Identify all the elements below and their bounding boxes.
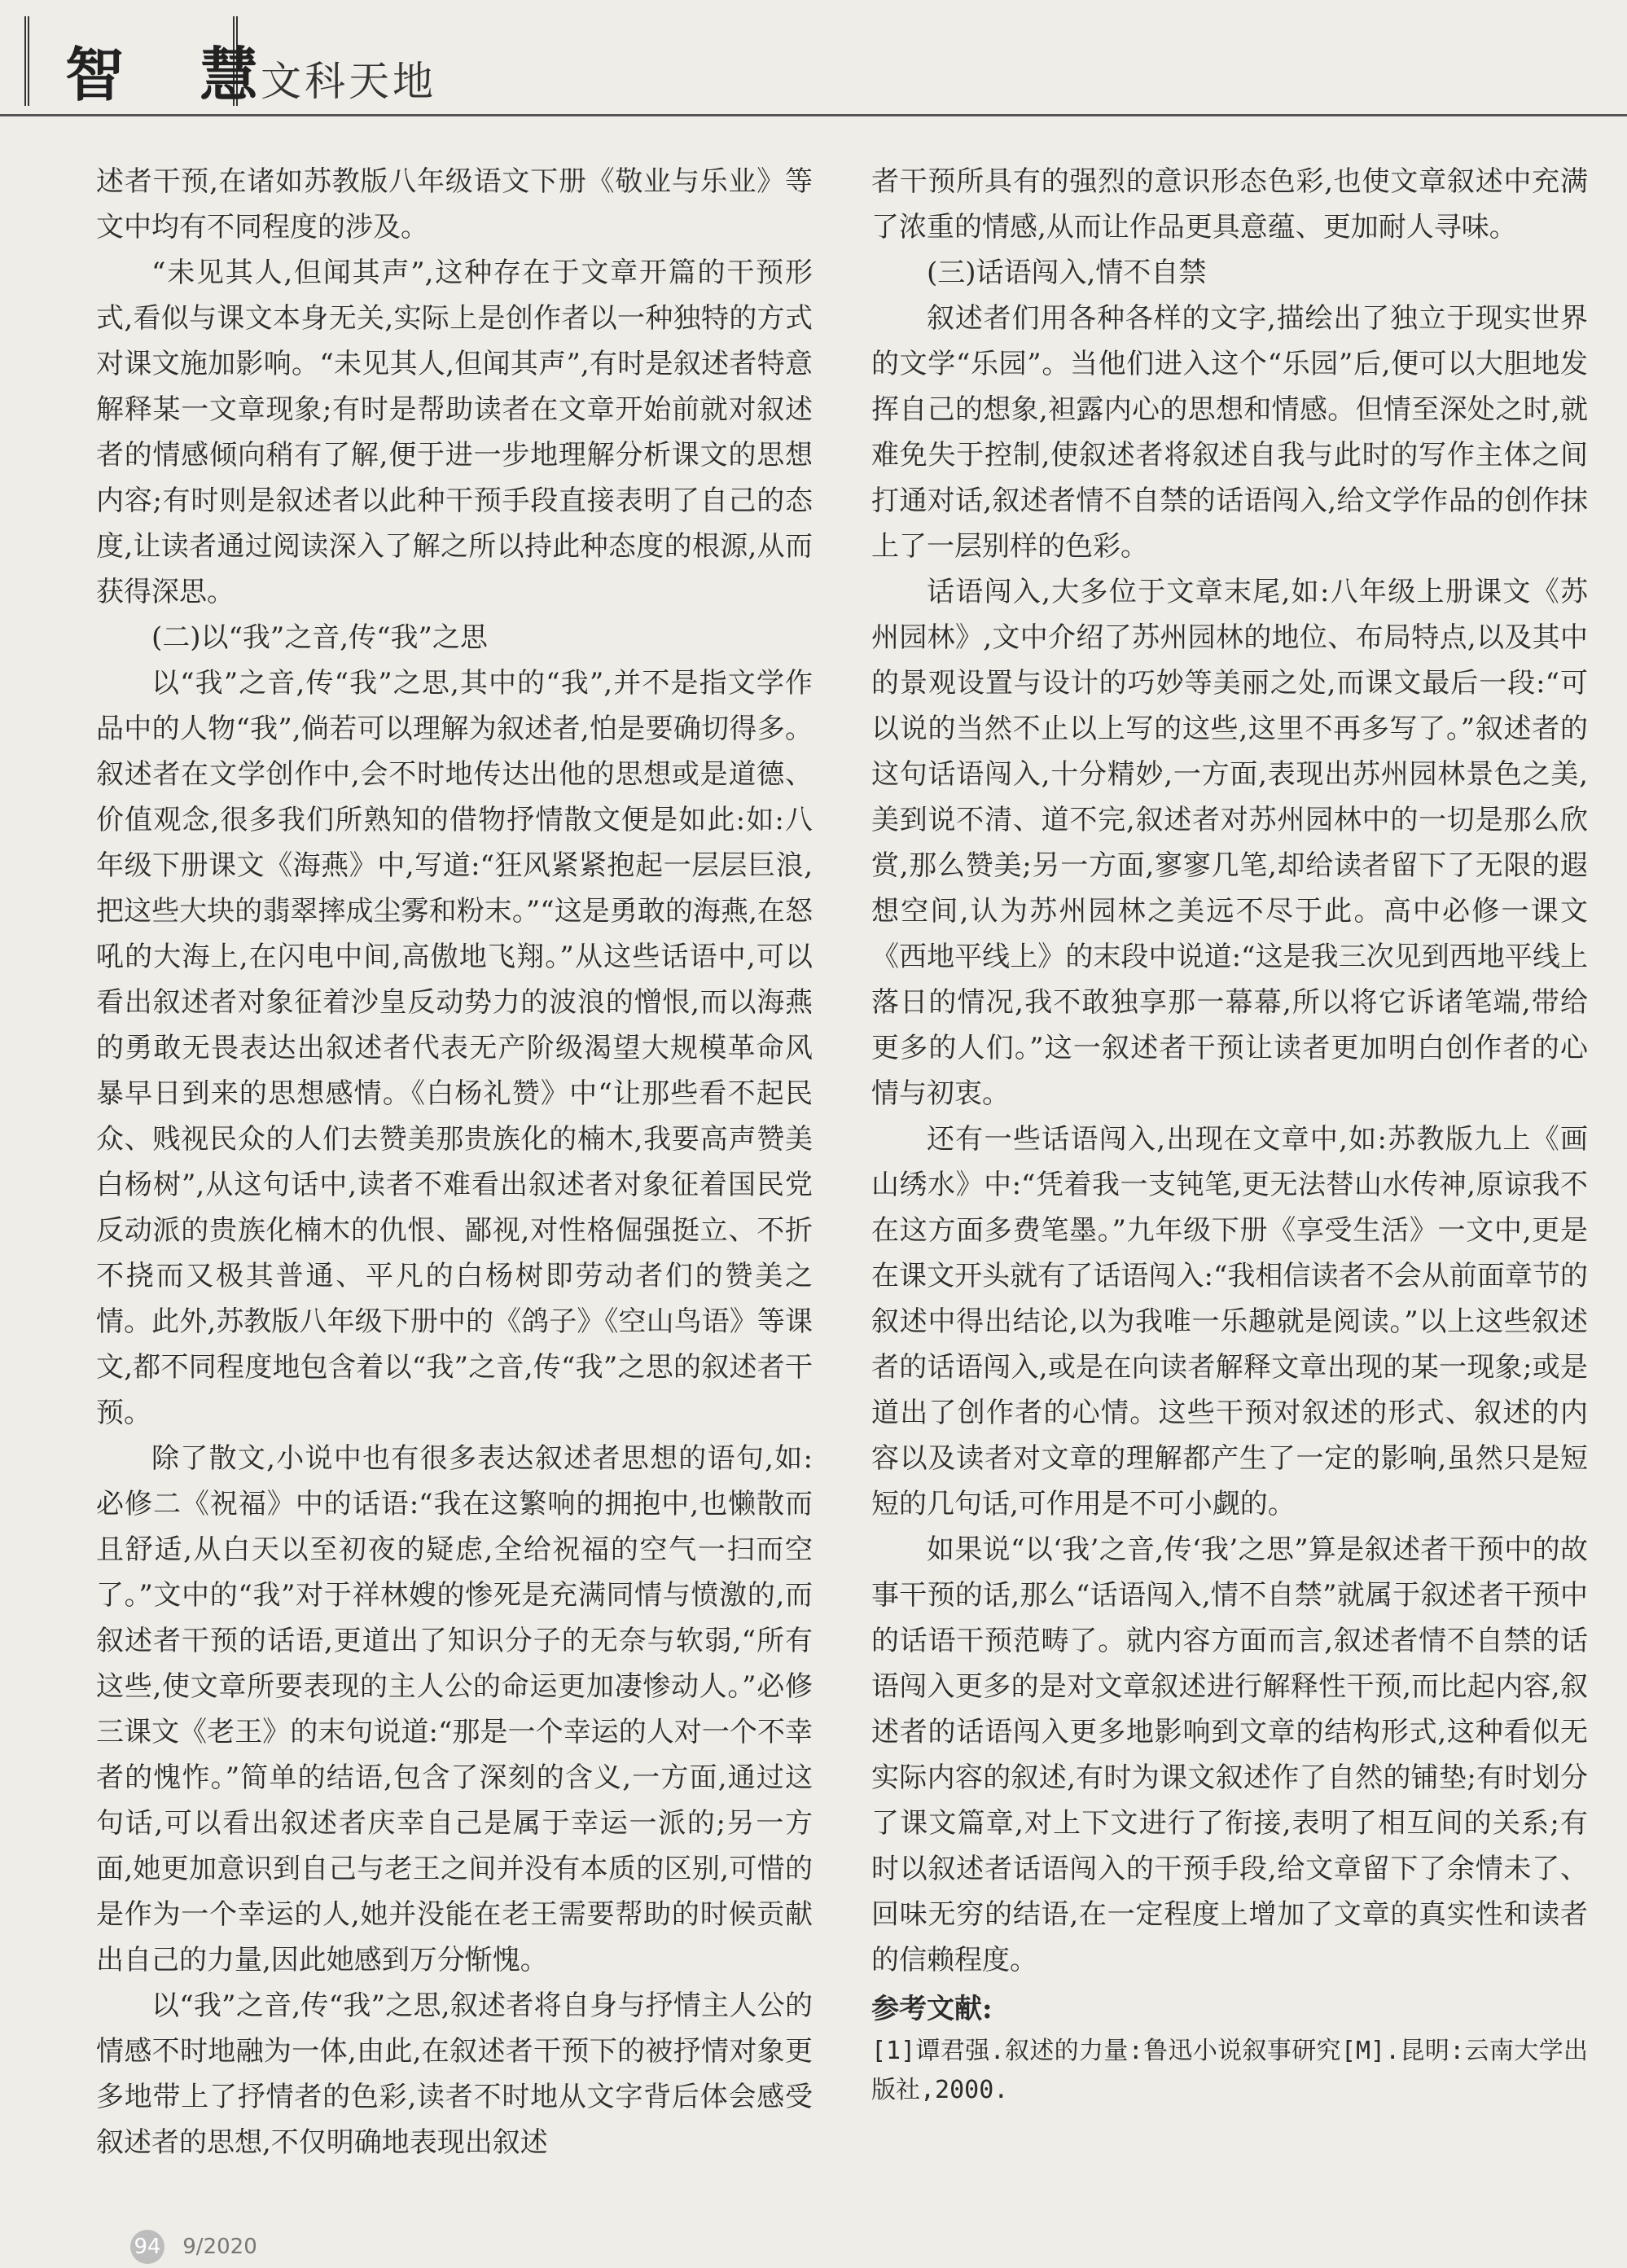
- paragraph: 除了散文,小说中也有很多表达叙述者思想的语句,如:必修二《祝福》中的话语:“我在这繁响的拥抱中,也懒散而且舒适,从白天以至初夜的疑虑,全给祝福的空气一扫而空了。”文中的“我”对于祥林嫂的惨死是充满同情与愤激的,而叙述者干预的话语,更道出了知识分子的无奈与软弱,“所有这些,使文章所要表现的主人公的命运更加凄惨动人。”必修三课文《老王》的末句说道:“那是一个幸运的人对一个不幸者的愧怍。”简单的结语,包含了深刻的含义,一方面,通过这句话,可以看出叙述者庆幸自己是属于幸运一派的;另一方面,她更加意识到自己与老王之间并没有本质的区别,可惜的是作为一个幸运的人,她并没能在老王需要帮助的时候贡献出自己的力量,因此她感到万分惭愧。: [96, 1442, 813, 1976]
- paragraph: 者干预所具有的强烈的意识形态色彩,也使文章叙述中充满了浓重的情感,从而让作品更具意蕴、更加耐人寻味。: [871, 165, 1588, 243]
- paragraph: 如果说“以‘我’之音,传‘我’之思”算是叙述者干预中的故事干预的话,那么“话语闯入,情不自禁”就属于叙述者干预中的话语干预范畴了。就内容方面而言,叙述者情不自禁的话语闯入更多的是对文章叙述进行解释性干预,而比起内容,叙述者的话语闯入更多地影响到文章的结构形式,这种看似无实际内容的叙述,有时为课文叙述作了自然的铺垫;有时划分了课文篇章,对上下文进行了衔接,表明了相互间的关系;有时以叙述者话语闯入的干预手段,给文章留下了余情未了、回味无穷的结语,在一定程度上增加了文章的真实性和读者的信赖程度。: [871, 1533, 1588, 1976]
- right-column: [871, 159, 1588, 2110]
- section-heading: (二)以“我”之音,传“我”之思: [151, 621, 488, 654]
- paragraph: “未见其人,但闻其声”,这种存在于文章开篇的干预形式,看似与课文本身无关,实际上是创作者以一种独特的方式对课文施加影响。“未见其人,但闻其声”,有时是叙述者特意解释某一文章现象;有时是帮助读者在文章开始前就对叙述者的情感倾向稍有了解,便于进一步地理解分析课文的思想内容;有时则是叙述者以此种干预手段直接表明了自己的态度,让读者通过阅读深入了解之所以持此种态度的根源,从而获得深思。: [96, 257, 814, 608]
- paragraph: 以“我”之音,传“我”之思,其中的“我”,并不是指文学作品中的人物“我”,倘若可以理解为叙述者,怕是要确切得多。叙述者在文学创作中,会不时地传达出他的思想或是道德、价值观念,很多我们所熟知的借物抒情散文便是如此:如:八年级下册课文《海燕》中,写道:“狂风紧紧抱起一层层巨浪,把这些大块的翡翠摔成尘雾和粉末。”“这是勇敢的海燕,在怒吼的大海上,在闪电中间,高傲地飞翔。”从这些话语中,可以看出叙述者对象征着沙皇反动势力的波浪的憎恨,而以海燕的勇敢无畏表达出叙述者代表无产阶级渴望大规模革命风暴早日到来的思想感情。《白杨礼赞》中“让那些看不起民众、贱视民众的人们去赞美那贵族化的楠木,我要高声赞美白杨树”,从这句话中,读者不难看出叙述者对象征着国民党反动派的贵族化楠木的仇恨、鄙视,对性格倔强挺立、不折不挠而又极其普通、平凡的白杨树即劳动者们的赞美之情。此外,苏教版八年级下册中的《鸽子》《空山鸟语》等课文,都不同程度地包含着以“我”之音,传“我”之思的叙述者干预。: [96, 667, 813, 1429]
- page-footer: [130, 2230, 257, 2264]
- left-column: [96, 159, 813, 2165]
- section-title: 文科天地: [261, 58, 436, 105]
- paragraph: 话语闯入,大多位于文章末尾,如:八年级上册课文《苏州园林》,文中介绍了苏州园林的地位、布局特点,以及其中的景观设置与设计的巧妙等美丽之处,而课文最后一段:“可以说的当然不止以上写的这些,这里不再多写了。”叙述者的这句话语闯入,十分精妙,一方面,表现出苏州园林景色之美,美到说不清、道不完,叙述者对苏州园林中的一切是那么欣赏,那么赞美;另一方面,寥寥几笔,却给读者留下了无限的遐想空间,认为苏州园林之美远不尽于此。高中必修一课文《西地平线上》的末段中说道:“这是我三次见到西地平线上落日的情况,我不敢独享那一幕幕,所以将它诉诸笔端,带给更多的人们。”这一叙述者干预让读者更加明白创作者的心情与初衷。: [871, 576, 1588, 1110]
- page-number: 94: [130, 2230, 164, 2264]
- paragraph: 叙述者们用各种各样的文字,描绘出了独立于现实世界的文学“乐园”。当他们进入这个“乐园”后,便可以大胆地发挥自己的想象,袒露内心的思想和情感。但情至深处之时,就难免失于控制,使叙述者将叙述自我与此时的写作主体之间打通对话,叙述者情不自禁的话语闯入,给文学作品的创作抹上了一层别样的色彩。: [871, 302, 1588, 563]
- paragraph: 述者干预,在诸如苏教版八年级语文下册《敬业与乐业》等文中均有不同程度的涉及。: [96, 165, 813, 243]
- issue-label: 9/2020: [182, 2235, 257, 2259]
- paragraph: 以“我”之音,传“我”之思,叙述者将自身与抒情主人公的情感不时地融为一体,由此,在叙述者干预下的被抒情对象更多地带上了抒情者的色彩,读者不时地从文字背后体会感受叙述者的思想,不仅明确地表现出叙述: [96, 1989, 813, 2159]
- references-title: 参考文献:: [871, 1993, 993, 2025]
- section-heading: (三)话语闯入,情不自禁: [927, 257, 1207, 289]
- page-header: [0, 0, 1627, 122]
- reference-item: [1]谭君强.叙述的力量:鲁迅小说叙事研究[M].昆明:云南大学出版社,2000.: [871, 2037, 1588, 2104]
- brand-title: 智 慧: [65, 41, 287, 109]
- paragraph: 还有一些话语闯入,出现在文章中,如:苏教版九上《画山绣水》中:“凭着我一支钝笔,更无法替山水传神,原谅我不在这方面多费笔墨。”九年级下册《享受生活》一文中,更是在课文开头就有了话语闯入:“我相信读者不会从前面章节的叙述中得出结论,以为我唯一乐趣就是阅读。”以上这些叙述者的话语闯入,或是在向读者解释文章出现的某一现象;或是道出了创作者的心情。这些干预对叙述的形式、叙述的内容以及读者对文章的理解都产生了一定的影响,虽然只是短短的几句话,可作用是不可小觑的。: [871, 1123, 1589, 1520]
